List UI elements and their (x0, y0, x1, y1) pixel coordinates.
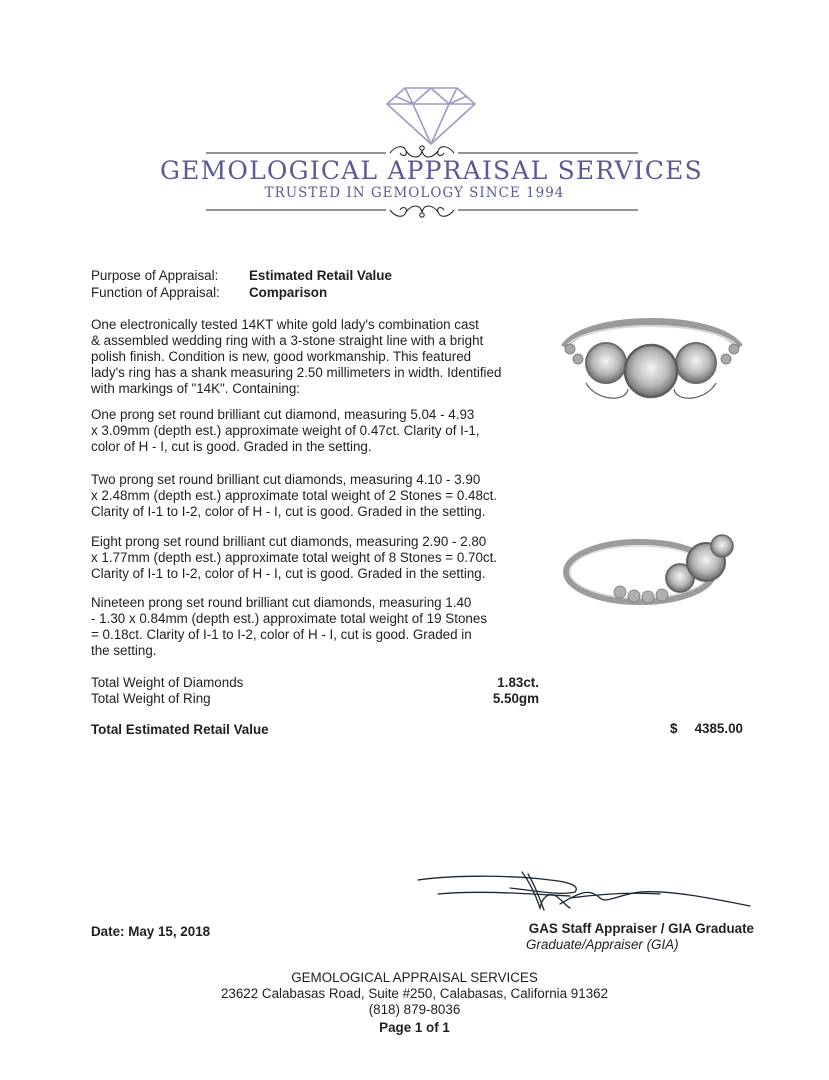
appraiser-signature (410, 868, 755, 918)
stone-line: Two prong set round brilliant cut diamonds, measuring 4.10 - 3.90 (91, 472, 481, 487)
stone-paragraph-nineteen (91, 595, 516, 659)
total-ring-label: Total Weight of Ring (91, 691, 211, 706)
company-tagline: TRUSTED IN GEMOLOGY SINCE 1994 (264, 185, 565, 201)
stone-line: the setting. (91, 643, 157, 658)
function-value: Comparison (249, 285, 328, 300)
appraisal-date: Date: May 15, 2018 (91, 924, 211, 939)
purpose-value: Estimated Retail Value (249, 268, 392, 283)
stone-line: Nineteen prong set round brilliant cut diamonds, measuring 1.40 (91, 595, 472, 610)
footer-phone: (818) 879-8036 (368, 1002, 461, 1017)
ring-photo-front (556, 305, 746, 417)
currency-symbol: $ (670, 721, 678, 736)
stone-line: Clarity of I-1 to I-2, color of H - I, cut is good. Graded in the setting. (91, 504, 486, 519)
stone-line: Eight prong set round brilliant cut diamonds, measuring 2.90 - 2.80 (91, 534, 487, 549)
stone-line: = 0.18ct. Clarity of I-1 to I-2, color of H - I, cut is good. Graded in (91, 627, 472, 642)
stone-paragraph-center (91, 407, 516, 455)
description-line: polish finish. Condition is new, good workmanship. This featured (91, 349, 472, 364)
scroll-ornament-icon (206, 201, 638, 221)
stone-paragraph-side (91, 472, 531, 520)
function-label: Function of Appraisal: (91, 285, 220, 300)
stone-line: x 3.09mm (depth est.) approximate weight of 0.47ct. Clarity of I-1, (91, 423, 480, 438)
stone-line: - 1.30 x 0.84mm (depth est.) approximate total weight of 19 Stones (91, 611, 487, 626)
footer-address: 23622 Calabasas Road, Suite #250, Calabasas, California 91362 (220, 986, 609, 1001)
description-line: lady's ring has a shank measuring 2.50 millimeters in width. Identified (91, 365, 502, 380)
total-retail-value: 4385.00 (694, 721, 743, 736)
ring-photo-side (560, 518, 740, 618)
description-line: & assembled wedding ring with a 3-stone straight line with a bright (91, 333, 484, 348)
footer-company: GEMOLOGICAL APPRAISAL SERVICES (291, 970, 538, 985)
stone-paragraph-eight (91, 534, 531, 582)
diamond-logo-icon (383, 84, 479, 148)
page-number: Page 1 of 1 (379, 1020, 450, 1035)
stone-line: x 2.48mm (depth est.) approximate total weight of 2 Stones = 0.48ct. (91, 488, 498, 503)
stone-line: Clarity of I-1 to I-2, color of H - I, cut is good. Graded in the setting. (91, 566, 486, 581)
total-diamonds-value: 1.83ct. (497, 675, 539, 690)
appraiser-subtitle: Graduate/Appraiser (GIA) (526, 937, 679, 952)
purpose-label: Purpose of Appraisal: (91, 268, 219, 283)
stone-line: One prong set round brilliant cut diamond, measuring 5.04 - 4.93 (91, 407, 475, 422)
appraiser-title: GAS Staff Appraiser / GIA Graduate (528, 921, 754, 936)
total-retail-label: Total Estimated Retail Value (91, 722, 269, 737)
company-title: GEMOLOGICAL APPRAISAL SERVICES (160, 156, 703, 185)
stone-line: color of H - I, cut is good. Graded in the setting. (91, 439, 372, 454)
description-line: with markings of "14K". Containing: (91, 381, 300, 396)
ring-description (91, 317, 516, 397)
description-line: One electronically tested 14KT white gold lady's combination cast (91, 317, 479, 332)
stone-line: x 1.77mm (depth est.) approximate total weight of 8 Stones = 0.70ct. (91, 550, 498, 565)
total-diamonds-label: Total Weight of Diamonds (91, 675, 244, 690)
total-ring-value: 5.50gm (492, 691, 539, 706)
